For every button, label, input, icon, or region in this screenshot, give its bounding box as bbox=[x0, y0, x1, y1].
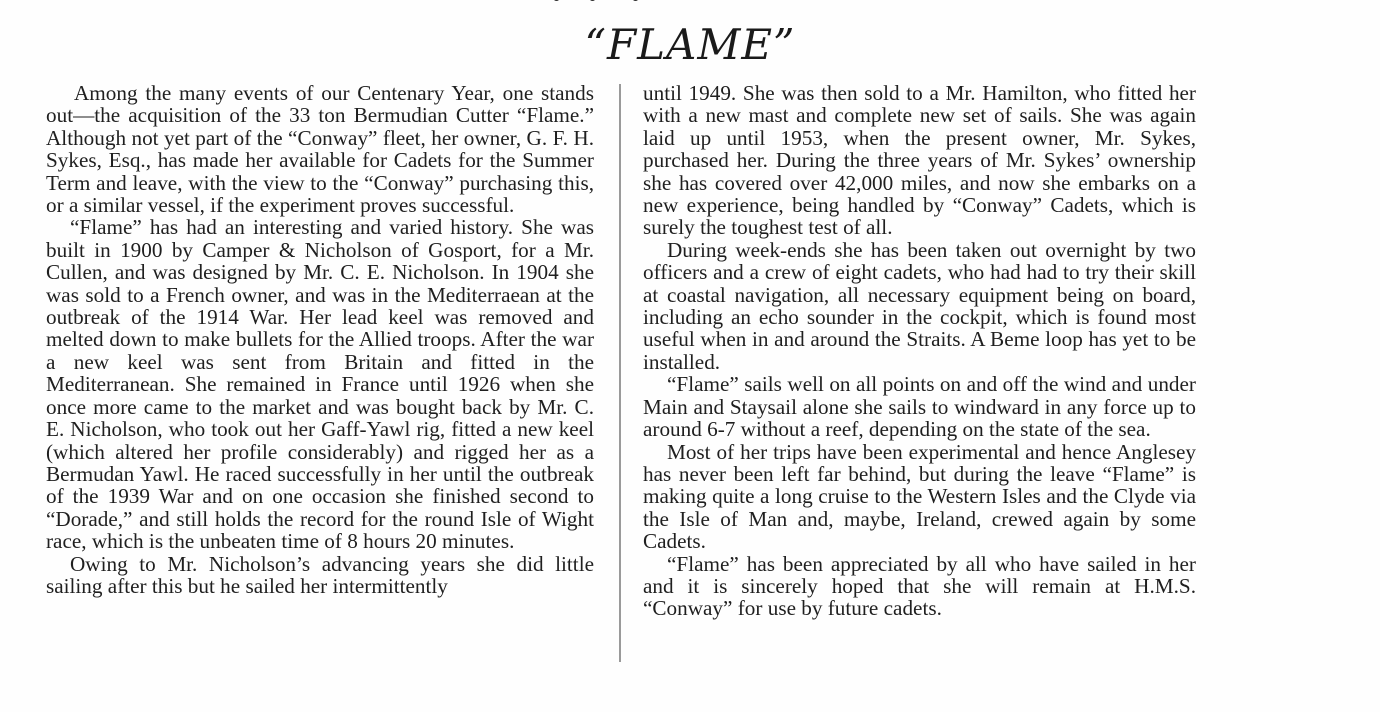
paragraph: Owing to Mr. Nicholson’s advancing years she did little sailing after this but he sailed her intermittently bbox=[46, 551, 594, 598]
paragraph: “Flame” sails well on all points on and off the wind and under Main and Staysail alone she sails to windward in any force up to around 6-7 without a reef, depending on the state of the sea. bbox=[643, 372, 1196, 442]
paragraph: until 1949. She was then sold to a Mr. Hamilton, who fitted her with a new mast and complete new set of sails. She was again laid up until 1953, when the present owner, Mr. Sykes, purchased her. During the three years of Mr. Sykes’ ownership she has covered over 42,000 miles, and now she embarks on a new experience, being handled by “Conway” Cadets, which is surely the toughest test of all. bbox=[643, 81, 1196, 240]
paragraph: “Flame” has been appreciated by all who have sailed in her and it is sincerely hoped that she will remain at H.M.S. “Conway” for use by future cadets. bbox=[643, 551, 1196, 621]
ornament-dot bbox=[589, 0, 596, 1]
article-title: “FLAME” bbox=[584, 20, 796, 69]
ornament-dot bbox=[632, 0, 639, 1]
paragraph: Most of her trips have been experimental and hence Anglesey has never been left far behind, but during the leave “Flame” is making quite a long cruise to the Western Isles and the Clyde via the Isle of Man and, maybe, Ireland, crewed again by some Cadets. bbox=[643, 439, 1196, 554]
left-column bbox=[46, 82, 594, 597]
right-column bbox=[643, 82, 1196, 620]
column-divider bbox=[619, 84, 621, 662]
paragraph: “Flame” has had an interesting and varied history. She was built in 1900 by Camper & Nicholson of Gosport, for a Mr. Cullen, and was designed by Mr. C. E. Nicholson. In 1904 she was sold to a French owner, and was in the Mediterraean at the outbreak of the 1914 War. Her lead keel was removed and melted down to make bullets for the Allied troops. After the war a new keel was sent from Britain and fitted in the Mediterranean. She remained in France until 1926 when she once more came to the market and was bought back by Mr. C. E. Nicholson, who took out her Gaff-Yawl rig, fitted a new keel (which altered her profile considerably) and rigged her as a Bermudan Yawl. He raced successfully in her until the outbreak of the 1939 War and on one occasion she finished second to “Dorade,” and still holds the record for the round Isle of Wight race, which is the unbeaten time of 8 hours 20 minutes. bbox=[46, 215, 594, 554]
ornament-dot bbox=[553, 0, 560, 1]
paragraph: During week-ends she has been taken out overnight by two officers and a crew of eight cadets, who had had to try their skill at coastal navigation, all necessary equipment being on board, including an echo sounder in the cockpit, which is found most useful when in and around the Straits. A Beme loop has yet to be installed. bbox=[643, 237, 1196, 374]
paragraph: Among the many events of our Centenary Year, one stands out—the acquisition of the 33 ton Bermudian Cutter “Flame.” Although not yet part of the “Conway” fleet, her owner, G. F. H. Sykes, Esq., has made her available for Cadets for the Summer Term and leave, with the view to the “Conway” purchasing this, or a similar vessel, if the experiment proves successful. bbox=[46, 81, 594, 218]
